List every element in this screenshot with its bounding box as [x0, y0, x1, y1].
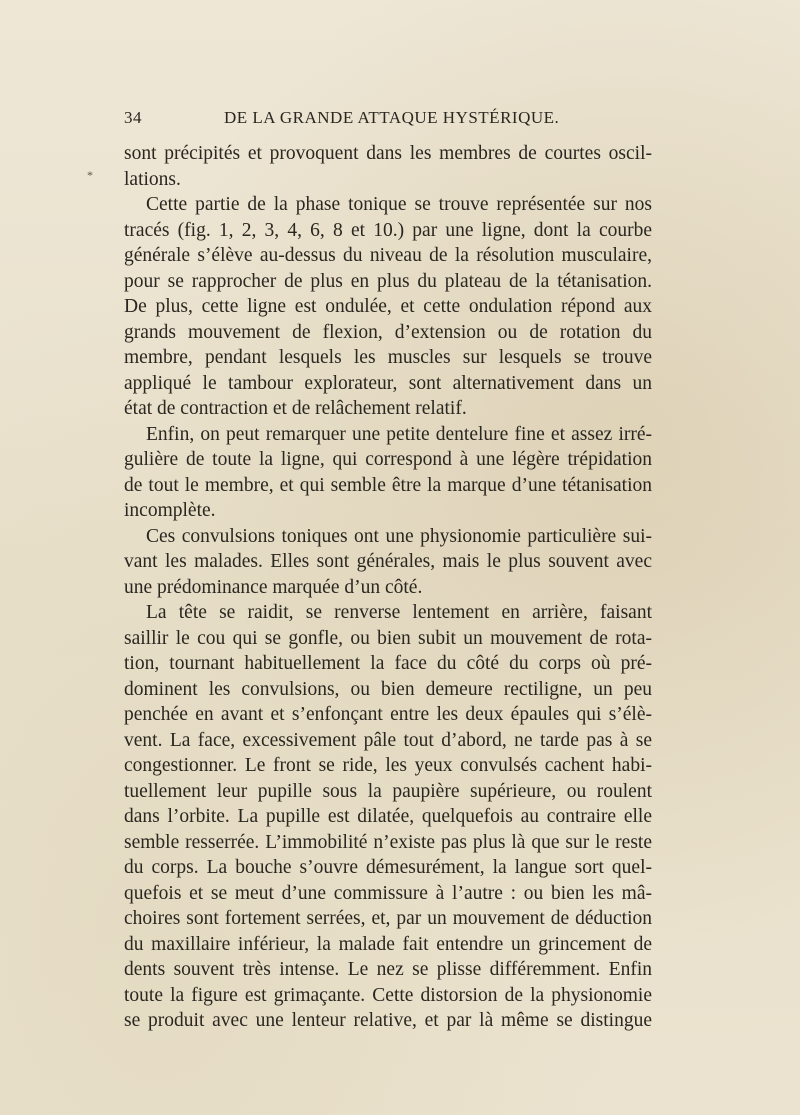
text-line: toute la figure est grimaçante. Cette distorsion de la physionomie	[124, 984, 652, 1006]
text-line: sont précipités et provoquent dans les membres de courtes oscil-	[124, 143, 652, 164]
text-line: pour se rapprocher de plus en plus du plateau de la tétanisation.	[124, 270, 652, 292]
text-line: se produit avec une lenteur relative, et par là même se distingue	[124, 1010, 652, 1031]
text-line: tracés (fig. 1, 2, 3, 4, 6, 8 et 10.) par une ligne, dont la courbe	[124, 219, 652, 241]
text-line: appliqué le tambour explorateur, sont alternativement dans un	[124, 372, 652, 394]
text-line: dans l’orbite. La pupille est dilatée, quelquefois au contraire elle	[124, 806, 652, 827]
text-line: lations.	[124, 168, 181, 190]
running-title: DE LA GRANDE ATTAQUE HYSTÉRIQUE.	[224, 108, 560, 127]
margin-mark: *	[87, 168, 93, 182]
text-line: dents souvent très intense. Le nez se plisse différemment. Enfin	[124, 959, 652, 980]
text-line: générale s’élève au-dessus du niveau de la résolution musculaire,	[124, 245, 652, 266]
text-line: dominent les convulsions, ou bien demeure rectiligne, un peu	[124, 678, 652, 700]
text-line: tuellement leur pupille sous la paupière supérieure, ou roulent	[124, 780, 652, 802]
text-line: Ces convulsions toniques ont une physionomie particulière sui-	[146, 525, 652, 547]
text-line: tion, tournant habituellement la face du côté du corps où pré-	[124, 653, 652, 674]
text-line: Enfin, on peut remarquer une petite dentelure fine et assez irré-	[146, 423, 652, 445]
text-line: du corps. La bouche s’ouvre démesurément, la langue sort quel-	[124, 857, 652, 878]
text-line: une prédominance marquée d’un côté.	[124, 576, 423, 598]
text-line: semble resserrée. L’immobilité n’existe pas plus là que sur le reste	[124, 831, 652, 853]
body-text	[124, 141, 652, 1034]
text-line: De plus, cette ligne est ondulée, et cette ondulation répond aux	[124, 296, 652, 317]
text-line: La tête se raidit, se renverse lentement en arrière, faisant	[146, 602, 652, 623]
text-line: penchée en avant et s’enfonçant entre les deux épaules qui s’élè-	[124, 704, 652, 725]
text-line: gulière de toute la ligne, qui correspond à une légère trépidation	[124, 449, 652, 470]
page-number: 34	[124, 108, 142, 127]
text-line: incomplète.	[124, 500, 216, 521]
text-line: saillir le cou qui se gonfle, ou bien subit un mouvement de rota-	[124, 627, 652, 649]
text-line: grands mouvement de flexion, d’extension ou de rotation du	[124, 321, 652, 343]
text-line: vent. La face, excessivement pâle tout d’abord, ne tarde pas à se	[124, 729, 652, 751]
text-line: Cette partie de la phase tonique se trouve représentée sur nos	[146, 194, 652, 215]
text-line: choires sont fortement serrées, et, par un mouvement de déduction	[124, 908, 652, 929]
text-line: du maxillaire inférieur, la malade fait entendre un grincement de	[124, 933, 652, 955]
text-line: de tout le membre, et qui semble être la marque d’une tétanisation	[124, 474, 652, 496]
page-header	[124, 108, 652, 132]
text-line: membre, pendant lesquels les muscles sur lesquels se trouve	[124, 347, 652, 368]
text-line: quefois et se meut d’une commissure à l’autre : ou bien les mâ-	[124, 882, 652, 904]
text-line: vant les malades. Elles sont générales, mais le plus souvent avec	[124, 551, 652, 572]
text-line: état de contraction et de relâchement relatif.	[124, 398, 467, 419]
text-line: congestionner. Le front se ride, les yeux convulsés cachent habi-	[124, 755, 652, 776]
